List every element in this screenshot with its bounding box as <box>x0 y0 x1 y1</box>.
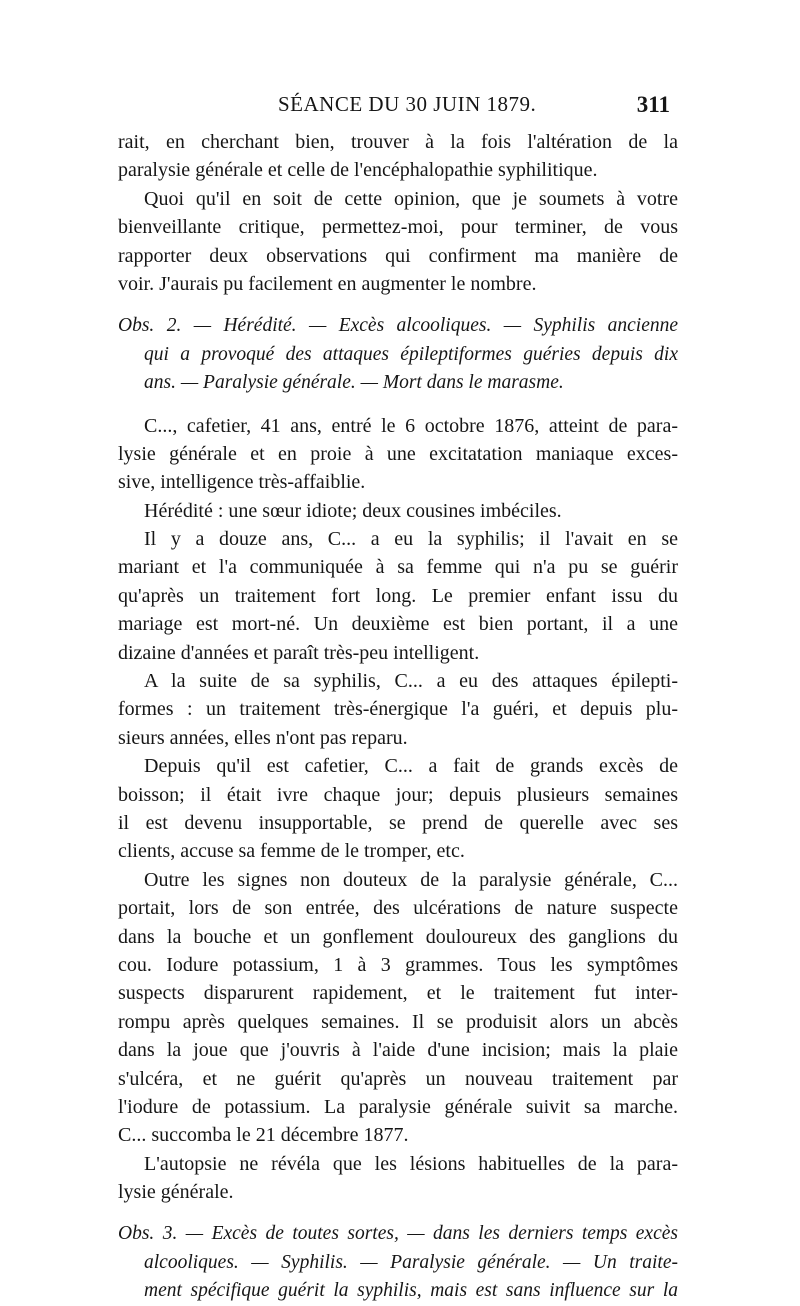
text-line: paralysie générale et celle de l'encéphalopathie syphilitique. <box>118 159 598 182</box>
text-line: portait, lors de son entrée, des ulcérations de nature suspecte <box>118 897 678 920</box>
observation-heading: alcooliques. — Syphilis. — Paralysie générale. — Un traite- <box>144 1251 678 1273</box>
text-line: clients, accuse sa femme de le tromper, etc. <box>118 840 465 863</box>
text-line: lysie générale et en proie à une excitatation maniaque exces- <box>118 442 678 465</box>
text-line: rompu après quelques semaines. Il se produisit alors un abcès <box>118 1010 678 1033</box>
text-line: C... succomba le 21 décembre 1877. <box>118 1124 409 1147</box>
text-line: lysie générale. <box>118 1181 234 1204</box>
page-number: 311 <box>636 92 670 117</box>
running-title: SÉANCE DU 30 JUIN 1879. <box>278 92 537 116</box>
text-line: Depuis qu'il est cafetier, C... a fait de grands excès de <box>144 755 678 778</box>
observation-heading: Obs. 3. — Excès de toutes sortes, — dans les derniers temps excès <box>118 1223 678 1245</box>
text-line: s'ulcéra, et ne guérit qu'après un nouveau traitement par <box>118 1067 678 1090</box>
text-line: boisson; il était ivre chaque jour; depuis plusieurs semaines <box>118 783 678 806</box>
text-line: bienveillante critique, permettez-moi, pour terminer, de vous <box>118 216 678 239</box>
text-line: C..., cafetier, 41 ans, entré le 6 octobre 1876, atteint de para- <box>144 414 678 437</box>
observation-heading: qui a provoqué des attaques épileptiformes guéries depuis dix <box>144 343 678 365</box>
text-line: dans la bouche et un gonflement douloureux des ganglions du <box>118 925 678 948</box>
text-line: il est devenu insupportable, se prend de querelle avec ses <box>118 811 678 834</box>
observation-heading: Obs. 2. — Hérédité. — Excès alcooliques. — Syphilis ancienne <box>118 315 678 337</box>
text-line: Outre les signes non douteux de la paralysie générale, C... <box>144 868 678 891</box>
page-header <box>118 92 678 124</box>
text-line: Hérédité : une sœur idiote; deux cousines imbéciles. <box>144 499 562 522</box>
text-line: Quoi qu'il en soit de cette opinion, que je soumets à votre <box>144 187 678 210</box>
paragraph-gap <box>118 1206 678 1220</box>
observation-heading: ment spécifique guérit la syphilis, mais est sans influence sur la <box>144 1280 678 1302</box>
text-line: dans la joue que j'ouvris à l'aide d'une incision; mais la plaie <box>118 1039 678 1062</box>
text-line: qu'après un traitement fort long. Le premier enfant issu du <box>118 584 678 607</box>
text-line: sieurs années, elles n'ont pas reparu. <box>118 726 408 749</box>
text-line: voir. J'aurais pu facilement en augmenter le nombre. <box>118 272 537 295</box>
text-line: rapporter deux observations qui confirment ma manière de <box>118 244 678 267</box>
paragraph-gap <box>118 398 678 412</box>
text-line: L'autopsie ne révéla que les lésions habituelles de la para- <box>144 1152 678 1175</box>
text-line: formes : un traitement très-énergique l'a guéri, et depuis plu- <box>118 698 678 721</box>
text-line: A la suite de sa syphilis, C... a eu des attaques épilepti- <box>144 670 678 693</box>
text-line: dizaine d'années et paraît très-peu intelligent. <box>118 641 480 664</box>
body-text <box>118 128 678 1306</box>
text-line: rait, en cherchant bien, trouver à la fois l'altération de la <box>118 131 678 153</box>
text-line: cou. Iodure potassium, 1 à 3 grammes. Tous les symptômes <box>118 953 678 976</box>
text-line: Il y a douze ans, C... a eu la syphilis; il l'avait en se <box>144 528 678 551</box>
observation-heading: ans. — Paralysie générale. — Mort dans le marasme. <box>144 372 564 394</box>
text-line: l'iodure de potassium. La paralysie générale suivit sa marche. <box>118 1095 678 1118</box>
text-line: suspects disparurent rapidement, et le traitement fut inter- <box>118 982 678 1005</box>
text-line: sive, intelligence très-affaiblie. <box>118 471 366 494</box>
text-line: mariage est mort-né. Un deuxième est bien portant, il a une <box>118 613 678 636</box>
text-line: mariant et l'a communiquée à sa femme qui n'a pu se guérir <box>118 556 678 579</box>
paragraph-gap <box>118 298 678 312</box>
